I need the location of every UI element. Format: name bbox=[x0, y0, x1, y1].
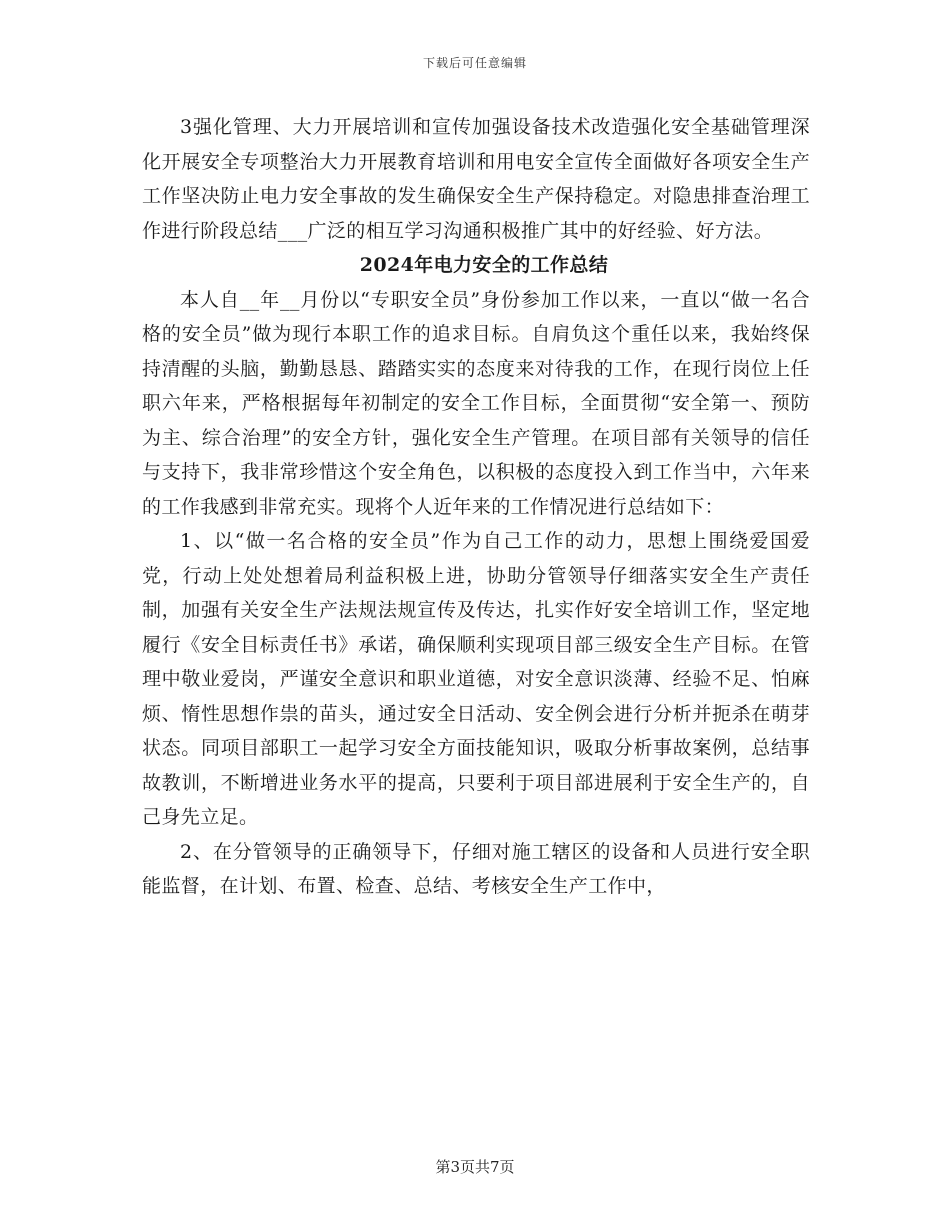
intro-paragraph: 3强化管理、大力开展培训和宣传加强设备技术改造强化安全基础管理深化开展安全专项整治大力开展教育培训和用电安全宣传全面做好各项安全生产工作坚决防止电力安全事故的发生确保安全生产保持稳定。对隐患排查治理工作进行阶段总结___广泛的相互学习沟通积极推广其中的好经验、好方法。 bbox=[142, 116, 810, 242]
page-header-note: 下载后可任意编辑 bbox=[422, 56, 527, 70]
page-number: 第3页共7页 bbox=[435, 1158, 515, 1176]
body-paragraph: 2、在分管领导的正确领导下，仔细对施工辖区的设备和人员进行安全职能监督，在计划、布置、检查、总结、考核安全生产工作中， bbox=[142, 840, 810, 897]
document-body bbox=[142, 110, 810, 904]
body-paragraph: 1、以“做一名合格的安全员”作为自己工作的动力，思想上围绕爱国爱党，行动上处处想着局利益积极上进，协助分管领导仔细落实安全生产责任制，加强有关安全生产法规法规宣传及传达，扎实作好安全培训工作，坚定地履行《安全目标责任书》承诺，确保顺利实现项目部三级安全生产目标。在管理中敬业爱岗，严谨安全意识和职业道德，对安全意识淡薄、经验不足、怕麻烦、惰性思想作祟的苗头，通过安全日活动、安全例会进行分析并扼杀在萌芽状态。同项目部职工一起学习安全方面技能知识，吸取分析事故案例，总结事故教训，不断增进业务水平的提高，只要利于项目部进展利于安全生产的，自己身先立足。 bbox=[142, 530, 810, 828]
body-paragraph: 本人自__年__月份以“专职安全员”身份参加工作以来，一直以“做一名合格的安全员”做为现行本职工作的追求目标。自肩负这个重任以来，我始终保持清醒的头脑，勤勤恳恳、踏踏实实的态度来对待我的工作，在现行岗位上任职六年来，严格根据每年初制定的安全工作目标，全面贯彻“安全第一、预防为主、综合治理”的安全方针，强化安全生产管理。在项目部有关领导的信任与支持下，我非常珍惜这个安全角色，以积极的态度投入到工作当中，六年来的工作我感到非常充实。现将个人近年来的工作情况进行总结如下： bbox=[142, 288, 810, 518]
section-title: 2024年电力安全的工作总结 bbox=[359, 254, 609, 276]
